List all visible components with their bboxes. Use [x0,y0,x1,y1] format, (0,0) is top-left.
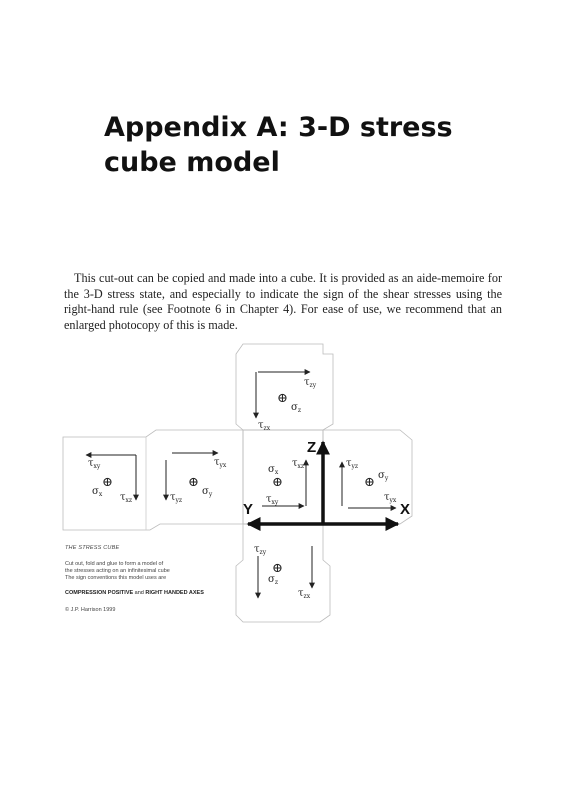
axis-y-label: Y [243,501,254,518]
paragraph-line-2: an aide-memoire for the 3-D stress state, and especially to indicate the [64,271,503,301]
plus-circle-bottom: ⊕ [272,561,283,576]
heading-line-2: cube model [104,147,280,178]
caption-title: THE STRESS CUBE [65,545,120,551]
label-sigma-y-right: $\sigma_y$ [378,470,389,482]
label-tau-xy-front: $\tau_{xy}$ [266,494,279,506]
back-face [166,453,227,504]
label-tau-xy-left: $\tau_{xy}$ [88,458,101,470]
label-tau-yx-back: $\tau_{yx}$ [214,457,227,469]
caption-and: and [133,590,146,596]
label-tau-zy-top: $\tau_{zy}$ [304,377,317,389]
front-face [262,458,306,506]
left-face [86,455,136,504]
label-sigma-x-front: $\sigma_x$ [268,464,279,476]
caption-right-handed-axes: RIGHT HANDED AXES [145,590,204,596]
plus-circle-front: ⊕ [272,475,283,490]
plus-circle-left: ⊕ [102,475,113,490]
caption-line-3: The sign conventions this model uses are [65,575,167,581]
label-tau-zx-bottom: $\tau_{zx}$ [298,588,311,600]
label-sigma-z-top: $\sigma_z$ [291,402,301,414]
label-tau-xz-front: $\tau_{xz}$ [292,458,305,470]
caption-compression-positive: COMPRESSION POSITIVE [65,590,134,596]
heading-line-1: Appendix A: 3-D stress [104,112,453,143]
label-sigma-y-back: $\sigma_y$ [202,486,213,498]
caption-line-1: Cut out, fold and glue to form a model of [65,561,164,567]
label-tau-xz-left: $\tau_{xz}$ [120,492,133,504]
caption-copyright: © J.P. Harrison 1999 [65,607,116,613]
paragraph-line-3: sign of the shear stresses using the right-hand rule (see Footnote 6 in [64,286,502,317]
caption-line-2: the stresses acting on an infinitesimal cube [65,568,170,574]
paragraph-line-5: of this is made. [163,317,238,332]
axis-z-label: Z [307,439,317,456]
caption-line-4 [65,590,204,596]
label-tau-yz-right: $\tau_{yz}$ [346,458,359,470]
axis-x-label: X [400,501,411,518]
bottom-face [254,544,312,600]
plus-circle-right: ⊕ [364,475,375,490]
right-face [342,458,397,508]
label-sigma-x-left: $\sigma_x$ [92,486,103,498]
label-tau-zy-bottom: $\tau_{zy}$ [254,544,267,556]
label-tau-yz-back: $\tau_{yz}$ [170,492,183,504]
plus-circle-top: ⊕ [277,391,288,406]
label-sigma-z-bottom: $\sigma_z$ [268,574,278,586]
label-tau-zx-top: $\tau_{zx}$ [258,420,271,432]
label-tau-yx-right: $\tau_{yx}$ [384,492,397,504]
plus-circle-back: ⊕ [188,475,199,490]
paragraph-line-1: This cut-out can be copied and made into a cube. It is provided as [74,271,399,285]
paragraph-line-4: Chapter 4). For ease of use, we recommend that an enlarged photocopy [64,302,502,332]
top-face [256,372,317,432]
